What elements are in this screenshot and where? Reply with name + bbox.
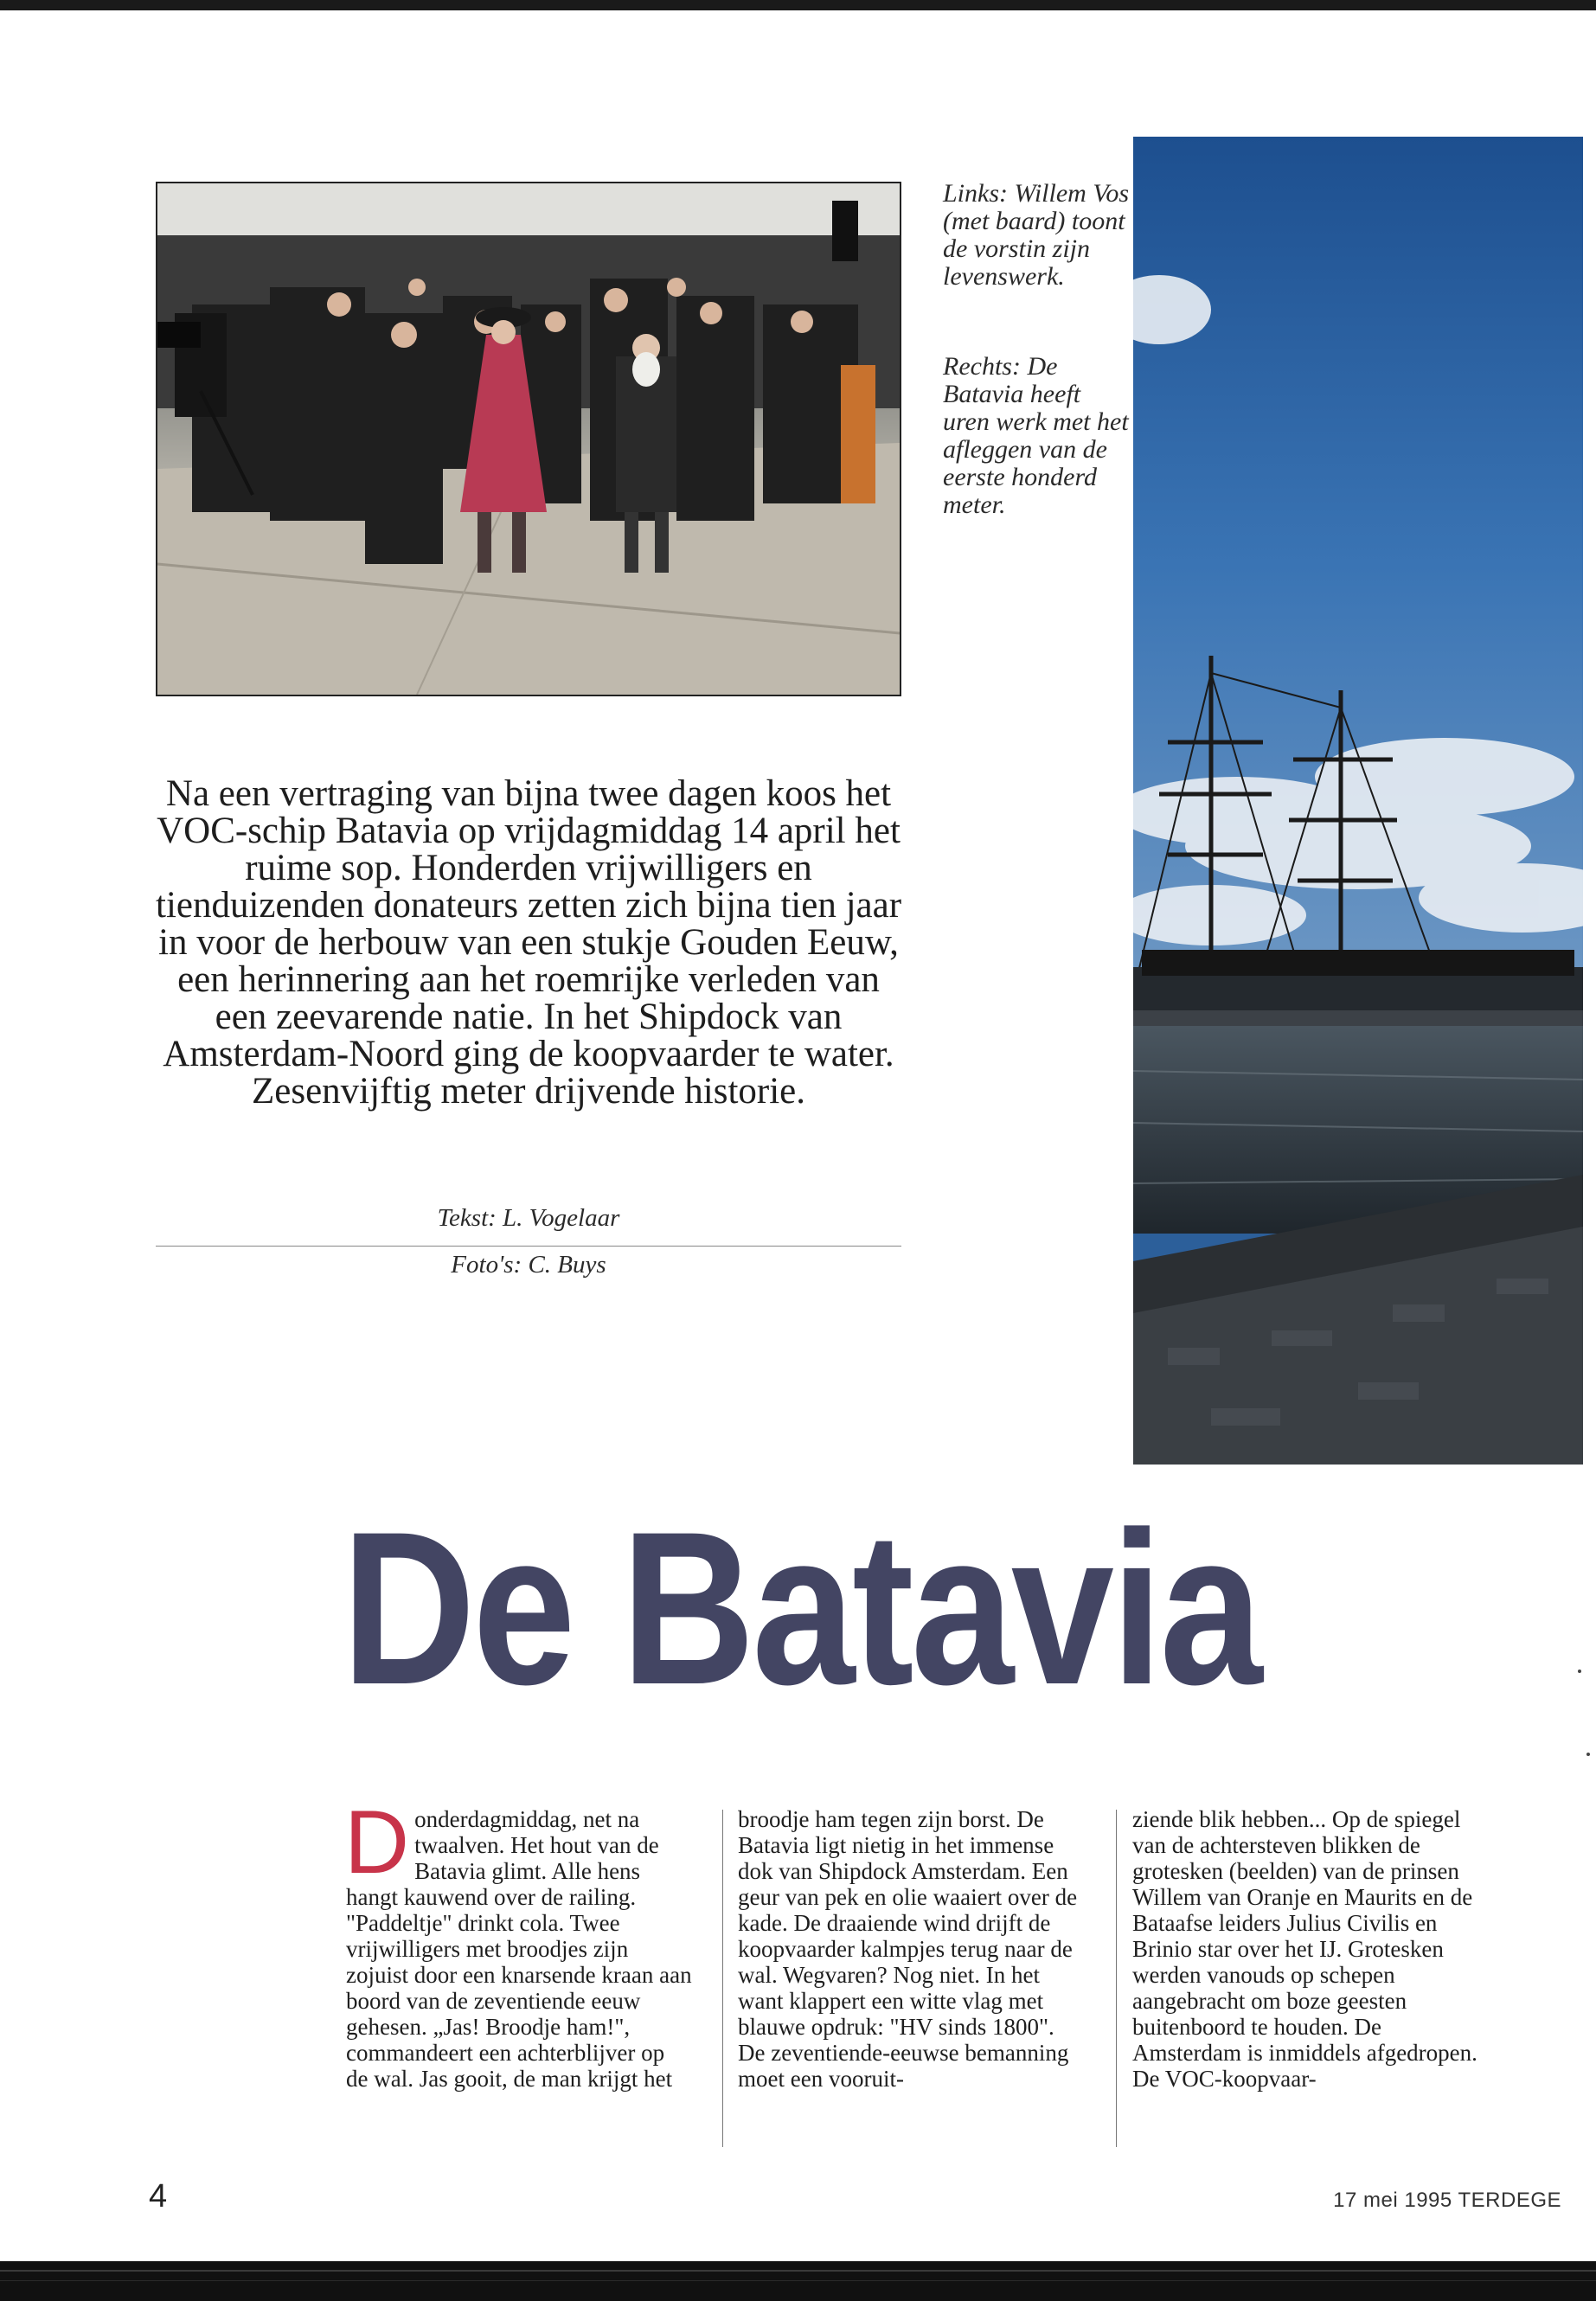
credit-photos: Foto's: C. Buys [451, 1251, 606, 1279]
margin-mark [1586, 1753, 1590, 1756]
top-rule [0, 0, 1596, 10]
column-divider [722, 1810, 723, 2147]
credit-text: Tekst: L. Vogelaar [437, 1204, 620, 1232]
photo-batavia-ship [1133, 137, 1583, 1465]
body-column-2-text: broodje ham tegen zijn borst. De Batavia ligt nietig in het immense dok van Shipdock Amsterdam. Een geur van pek en olie waaiert over de kade. De draaiende wind drijft de koopvaarder kalmpjes terug naar de wal. Wegvaren? Nog niet. In het want klappert een witte vlag met blauwe opdruk: "HV sinds 1800". De zeventiende-eeuwse bemanning moet een vooruit- [738, 1806, 1078, 2092]
margin-mark [1578, 1670, 1581, 1673]
body-column-2 [738, 1806, 1084, 2092]
page-number: 4 [149, 2178, 168, 2214]
footer-issue-date: 17 mei 1995 TERDEGE [1333, 2189, 1561, 2212]
body-column-1 [344, 1792, 692, 2092]
caption-left-photo: Links: Willem Vos (met baard) toont de vorstin zijn levenswerk. [943, 179, 1129, 291]
article-headline: De Batavia [342, 1487, 1260, 1730]
credit-divider [156, 1246, 901, 1247]
drop-cap: D [344, 1792, 410, 1893]
body-column-3-text: ziende blik hebben... Op de spiegel van de achtersteven blikken de grotesken (beelden) van de prinsen Willem van Oranje en Maurits en de Bataafse leiders Julius Civilis en Brinio star over het IJ. Grotesken werden vanouds op schepen aangebracht om boze geesten buitenboord te houden. De Amsterdam is inmiddels afgedropen. De VOC-koopvaar- [1132, 1806, 1477, 2092]
photo-royal-visit [156, 182, 901, 696]
caption-right-photo: Rechts: De Batavia heeft uren werk met het afleggen van de eerste honderd meter. [943, 352, 1129, 519]
body-column-1-text: onderdagmiddag, net na twaalven. Het hout van de Batavia glimt. Alle hens hangt kauwend over de railing. "Paddeltje" drinkt cola. Twee vrijwilligers met broodjes zijn zojuist door een knarsende kraan aan boord van de zeventiende eeuw gehesen. „Jas! Broodje ham!", commandeert een achterblijver op de wal. Jas gooit, de man krijgt het [346, 1806, 692, 2092]
bottom-bar [0, 2261, 1596, 2301]
column-divider [1116, 1810, 1117, 2147]
body-column-3 [1132, 1806, 1478, 2092]
intro-paragraph: Na een vertraging van bijna twee dagen koos het VOC-schip Batavia op vrijdagmiddag 14 april het ruime sop. Honderden vrijwilligers en tienduizenden donateurs zetten zich bijna tien jaar in voor de herbouw van een stukje Gouden Eeuw, een herinnering aan het roemrijke verleden van een zeevarende natie. In het Shipdock van Amsterdam-Noord ging de koopvaarder te water. Zesenvijftig meter drijvende historie. [156, 773, 902, 1112]
